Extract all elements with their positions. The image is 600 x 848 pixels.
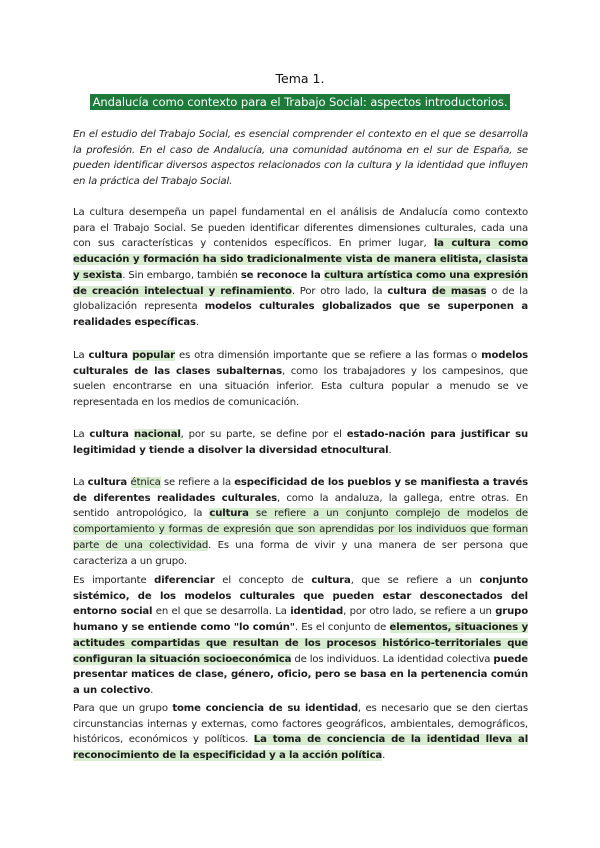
text: La xyxy=(73,477,88,488)
text: Es importante xyxy=(73,575,155,586)
paragraph-cultura-dimensiones xyxy=(73,205,528,331)
highlight: La toma de conciencia de la identidad lleva al reconocimiento de la especificidad y a la acción política xyxy=(73,734,528,762)
highlight: de masas xyxy=(431,285,487,297)
emphasis: conjunto sistémico, de los modelos culturales que pueden estar desconectados del entorno social xyxy=(73,575,528,618)
highlight: la cultura como educación y formación ha sido tradicionalmente vista de manera elitista, clasista y sexista xyxy=(73,238,528,281)
text: , por otro lado, se refiere a un xyxy=(343,606,496,618)
paragraph-cultura-popular xyxy=(73,348,528,411)
document-subtitle-row xyxy=(0,91,600,110)
text: en el que se desarrolla. La xyxy=(152,606,291,618)
text: , como la andaluza, la gallega, entre otras. En sentido antropológico, la xyxy=(73,492,528,520)
text: o de la globalización representa xyxy=(73,285,528,313)
text: . xyxy=(388,444,392,456)
emphasis: tome conciencia de su identidad xyxy=(172,703,358,714)
text: . xyxy=(150,684,154,696)
text: La cultura desempeña un papel fundamental en el análisis de Andalucía como contexto para el Trabajo Social. Se pueden identificar diferentes dimensiones culturales, cada una con sus características y contenidos específicos. En primer lugar, xyxy=(73,207,528,250)
highlight: popular xyxy=(132,350,175,361)
paragraph-cultura-identidad xyxy=(73,573,528,699)
emphasis: grupo humano y se entiende como "lo común" xyxy=(73,606,528,634)
text: , que se refiere a un xyxy=(350,575,480,586)
emphasis: identidad xyxy=(290,606,344,618)
emphasis: cultura xyxy=(89,429,135,440)
text: , como los trabajadores y los campesinos, que suelen encontrarse en una situación inferior. Esta cultura popular a menudo se ve representada en los medios de comunicación. xyxy=(73,365,528,409)
text: . Es el conjunto de xyxy=(294,622,390,634)
highlight: elementos, situaciones y actitudes compartidas que resultan de los procesos histórico-territoriales que configuran la situación socioeconómica xyxy=(73,622,529,665)
emphasis: diferenciar xyxy=(154,575,215,586)
emphasis: puede presentar matices de clase, género, oficio, pero se basa en la pertenencia común a un colectivo xyxy=(73,653,528,696)
emphasis: estado-nación para justificar su legitimidad y tiende a disolver la diversidad etnocultural xyxy=(73,429,528,456)
highlight: se refiere a un conjunto complejo de modelos de comportamiento y formas de expresión que son aprendidas por los individuos que forman parte de una colectividad xyxy=(73,508,528,551)
emphasis: modelos culturales globalizados que se superponen a realidades específicas xyxy=(73,301,528,328)
document-subtitle: Andalucía como contexto para el Trabajo Social: aspectos introductorios. xyxy=(90,94,511,110)
text: , por su parte, se define por el xyxy=(180,429,347,440)
text: de los individuos. La identidad colectiva xyxy=(291,653,494,665)
paragraph-cultura-etnica xyxy=(73,475,528,569)
text: La xyxy=(73,350,89,361)
text: . xyxy=(382,750,386,762)
text: . Sin embargo, también xyxy=(122,269,241,281)
emphasis: especificidad de los pueblos y se manifiesta a través de diferentes realidades culturales xyxy=(73,477,528,504)
text: , es necesario que se den ciertas circunstancias internas y externas, como factores geográficos, ambientales, demográficos, históricos, económicos y políticos. xyxy=(73,703,528,746)
emphasis: se reconoce la xyxy=(240,269,325,281)
emphasis: cultura xyxy=(88,350,133,361)
text: el concepto de xyxy=(214,575,312,586)
paragraph-cultura-nacional xyxy=(73,427,528,458)
text: . xyxy=(195,316,199,328)
intro-paragraph: En el estudio del Trabajo Social, es esencial comprender el contexto en el que se desarrolla la profesión. En el caso de Andalucía, una comunidad autónoma en el sur de España, se pueden identificar diversos aspectos relacionados con la cultura y la identidad que influyen en la práctica del Trabajo Social. xyxy=(73,129,528,188)
text: La xyxy=(73,429,90,440)
highlight: étnica xyxy=(130,477,161,488)
text: Para que un grupo xyxy=(73,703,173,714)
text: . Por otro lado, la xyxy=(291,285,388,297)
emphasis: cultura xyxy=(311,575,351,586)
document-title: Tema 1. xyxy=(275,71,325,86)
emphasis: cultura xyxy=(387,285,432,297)
paragraph-conciencia-identidad xyxy=(73,701,528,764)
text: se refiere a la xyxy=(160,477,235,488)
text: . Es una forma de vivir y una manera de ser persona que caracteriza a un grupo. xyxy=(73,539,528,567)
highlight: nacional xyxy=(134,429,181,440)
text: es otra dimensión importante que se refiere a las formas o xyxy=(175,350,482,361)
highlight: cultura xyxy=(209,508,249,520)
emphasis: cultura xyxy=(87,477,131,488)
highlight: cultura artística como una expresión de creación intelectual y refinamiento xyxy=(73,269,529,297)
emphasis: modelos culturales de las clases subalternas xyxy=(73,350,528,377)
